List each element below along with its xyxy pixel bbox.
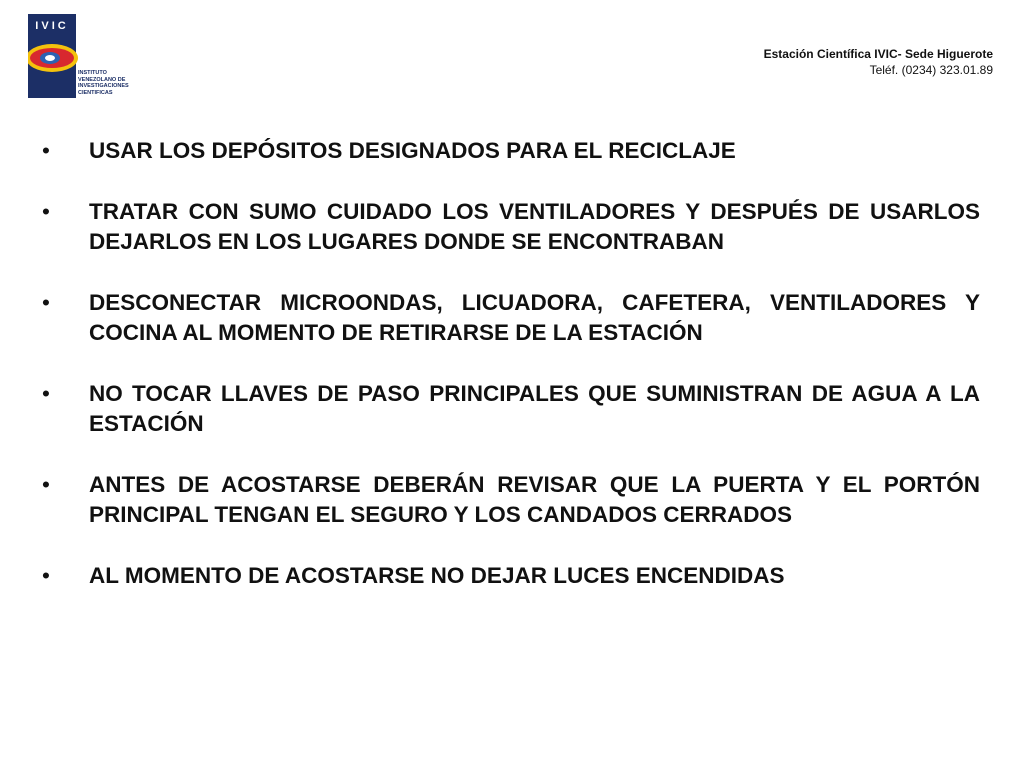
rule-text: DESCONECTAR MICROONDAS, LICUADORA, CAFETERA, VENTILADORES Y COCINA AL MOMENTO DE RETIRARSE DE LA ESTACIÓN (89, 289, 980, 345)
bullet: • (42, 562, 50, 588)
list-item (40, 136, 980, 167)
ivic-logo (28, 14, 152, 98)
bullet: • (42, 138, 50, 163)
station-name: Estación Científica IVIC- Sede Higuerote (763, 47, 993, 61)
rule-text: USAR LOS DEPÓSITOS DESIGNADOS PARA EL RECICLAJE (89, 138, 736, 163)
rule-text: ANTES DE ACOSTARSE DEBERÁN REVISAR QUE LA PUERTA Y EL PORTÓN PRINCIPAL TENGAN EL SEGURO Y LOS CANDADOS CERRADOS (89, 471, 980, 527)
list-item (40, 197, 980, 258)
rule-text: TRATAR CON SUMO CUIDADO LOS VENTILADORES Y DESPUÉS DE USARLOS DEJARLOS EN LOS LUGARES DONDE SE ENCONTRABAN (89, 198, 980, 254)
bullet: • (42, 380, 50, 406)
bullet: • (42, 198, 50, 224)
bullet: • (42, 289, 50, 315)
logo-institute-name: INSTITUTO VENEZOLANO DE INVESTIGACIONES CIENTIFICAS (78, 70, 129, 96)
list-item (40, 561, 980, 592)
logo-acronym: IVIC (28, 14, 76, 38)
list-item (40, 470, 980, 531)
bullet: • (42, 471, 50, 497)
station-info (764, 46, 993, 78)
list-item (40, 288, 980, 349)
list-item (40, 379, 980, 440)
station-phone: Teléf. (0234) 323.01.89 (869, 63, 993, 77)
rule-text: AL MOMENTO DE ACOSTARSE NO DEJAR LUCES ENCENDIDAS (89, 562, 785, 588)
rules-list (40, 136, 980, 621)
rule-text: NO TOCAR LLAVES DE PASO PRINCIPALES QUE SUMINISTRAN DE AGUA A LA ESTACIÓN (89, 380, 980, 436)
ivic-emblem-icon (28, 36, 80, 98)
